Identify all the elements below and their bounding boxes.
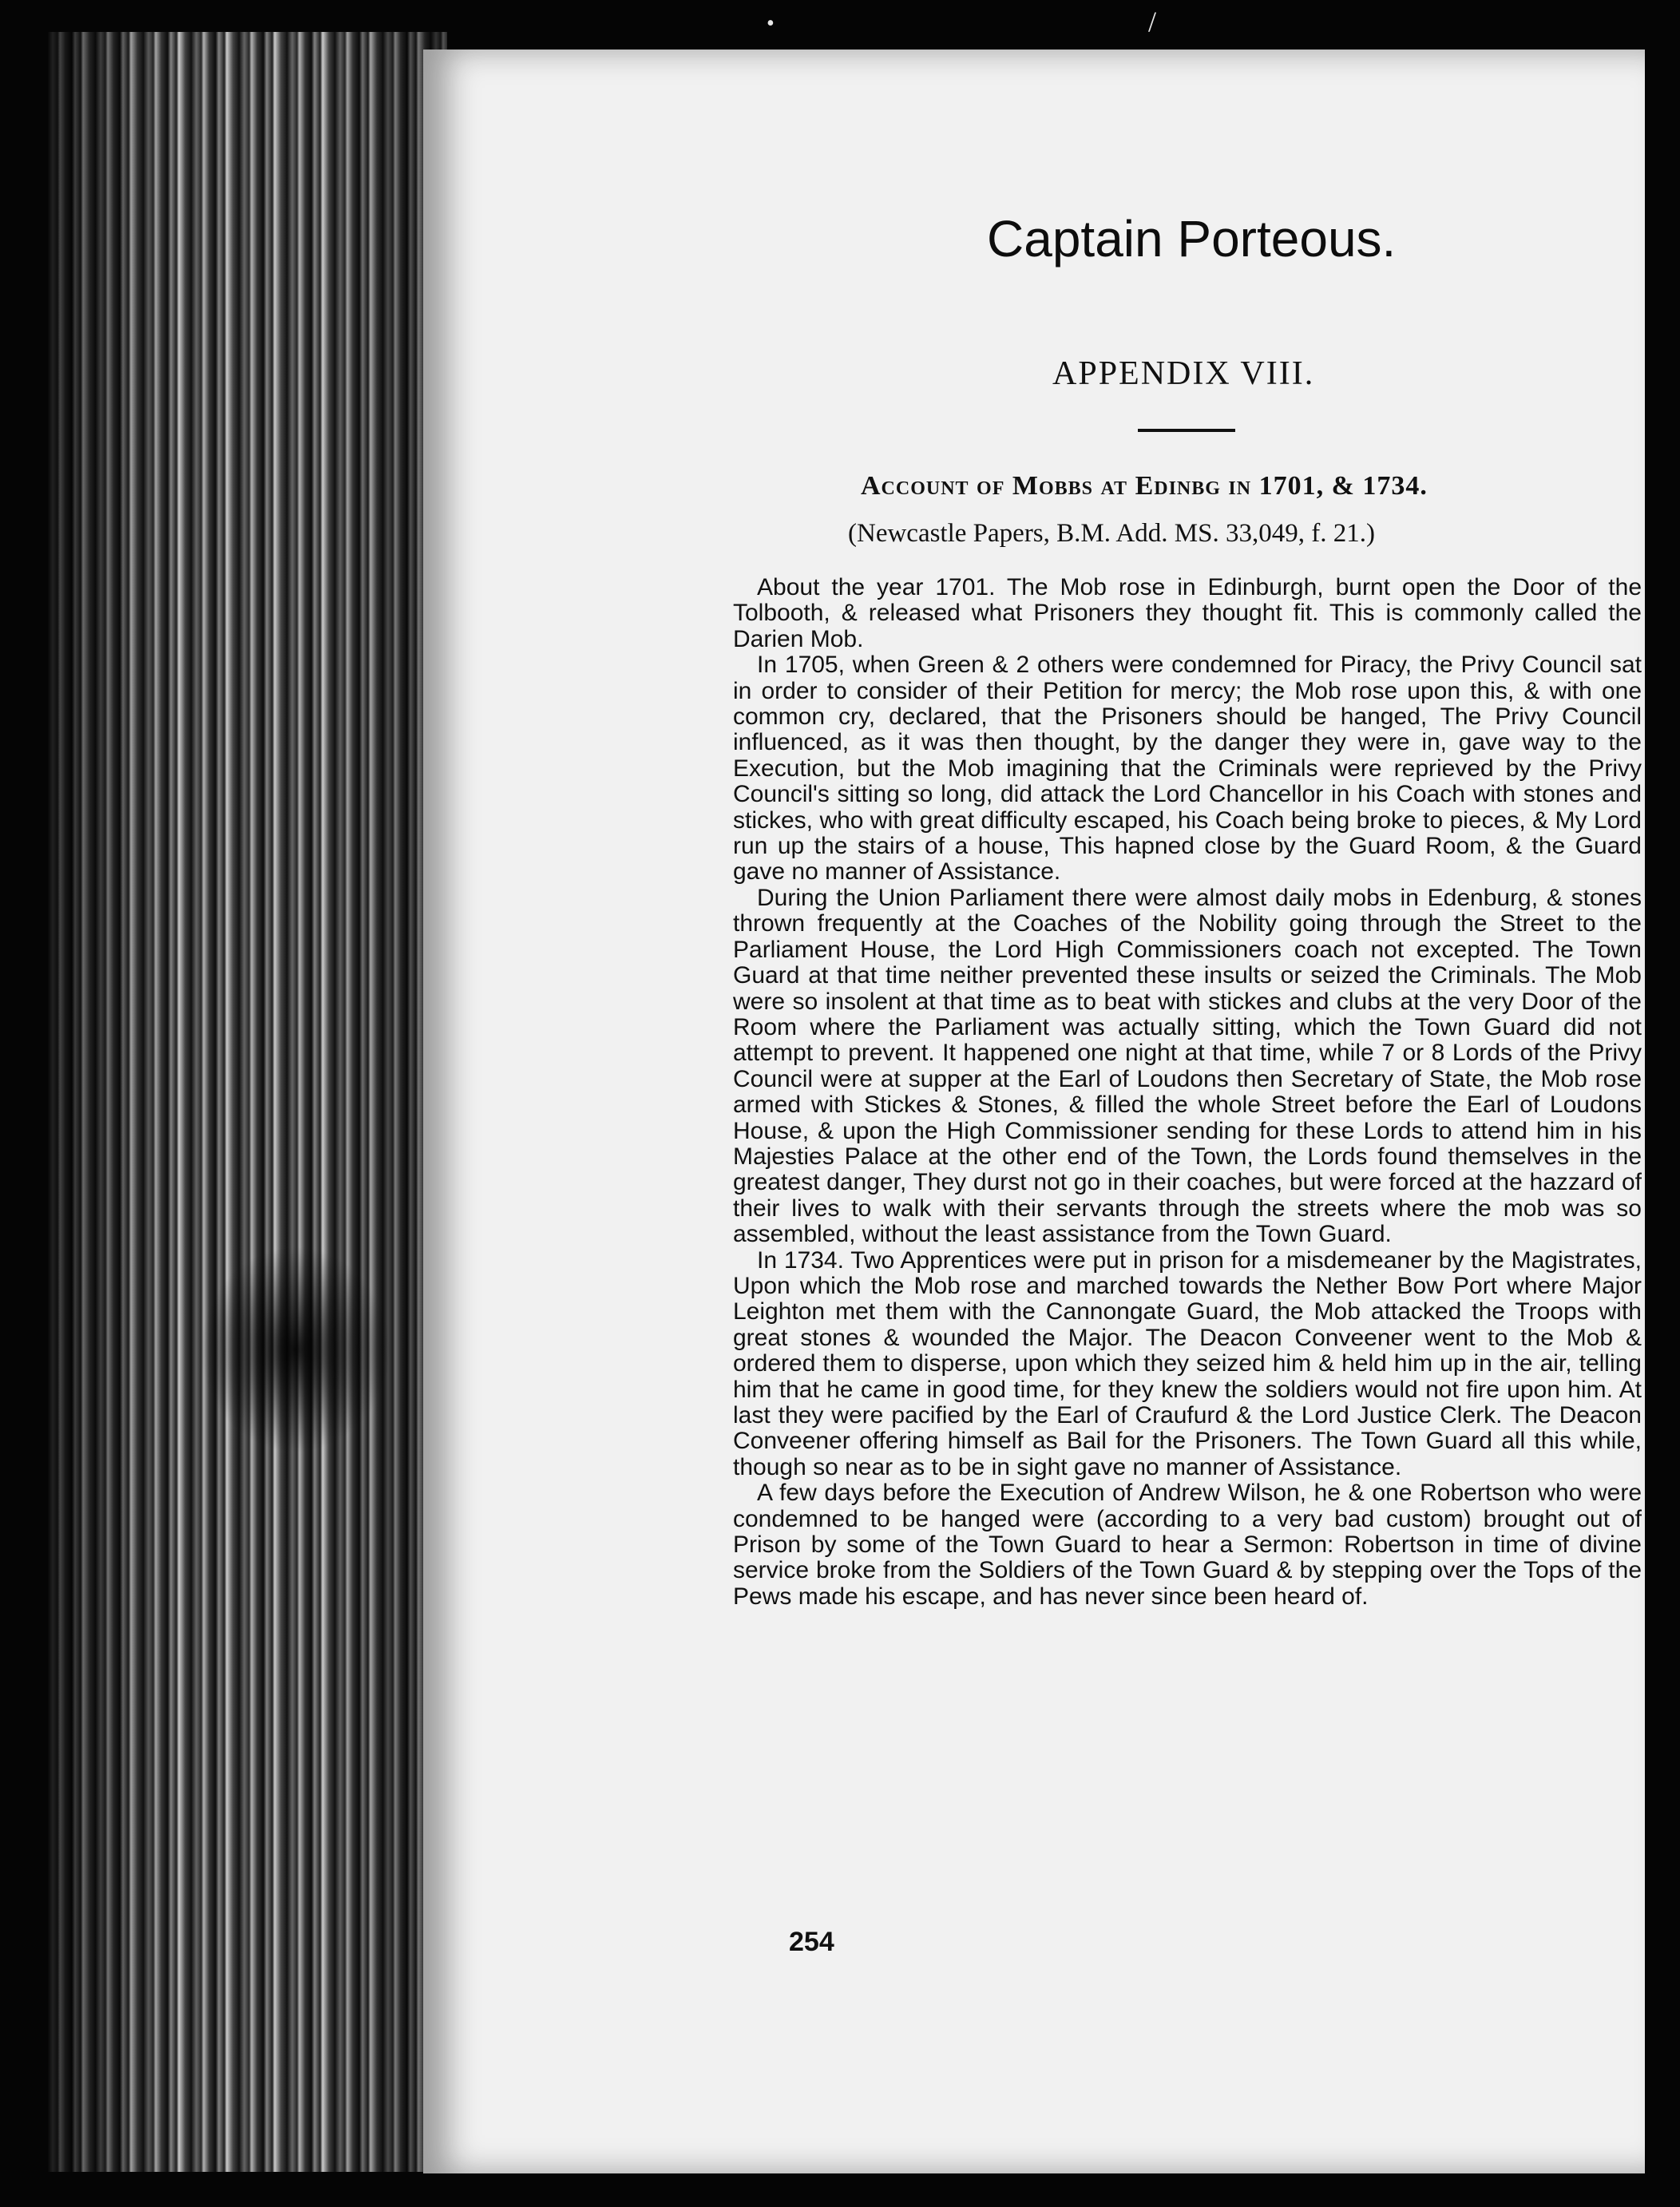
- paragraph: During the Union Parliament there were almost daily mobs in Edenburg, & stones thrown frequently at the Coaches of the Nobility going through the Street to the Parliament House, the Lord High Commissioners coach not excepted. The Town Guard at that time neither prevented these insults or seized the Criminals. The Mob were so insolent at that time as to beat with stickes and clubs at the very Door of the Room where the Parliament was actually sitting, which the Town Guard did not attempt to prevent. It happened one night at that time, while 7 or 8 Lords of the Privy Council were at supper at the Earl of Loudons then Secretary of State, the Mob rose armed with Stickes & Stones, & filled the whole Street before the Earl of Loudons House, & upon the High Commissioner sending for these Lords to attend him in his Majesties Palace at the other end of the Town, the Lords found themselves in the greatest danger, They durst not go in their coaches, but were forced at the hazzard of their lives to walk with their servants through the streets where the mob was so assembled, without the least assistance from the Town Guard.: [733, 884, 1642, 1248]
- paragraph: In 1734. Two Apprentices were put in prison for a misdemeaner by the Magistrates, Upon which the Mob rose and marched towards the Nether Bow Port where Major Leighton met them with the Cannongate Guard, the Mob attacked the Troops with great stones & wounded the Major. The Deacon Conveener went to the Mob & ordered them to disperse, upon which they seized him & held him up in the air, telling him that he came in good time, for they knew the soldiers would not fire upon him. At last they were pacified by the Earl of Craufurd & the Lord Justice Clerk. The Deacon Conveener offering himself as Bail for the Prisoners. The Town Guard all this while, though so near as to be in sight gave no manner of Assistance.: [733, 1246, 1642, 1480]
- body-text: [733, 575, 1642, 1610]
- scan-artifact: /: [1148, 6, 1157, 38]
- paragraph: About the year 1701. The Mob rose in Edinburgh, burnt open the Door of the Tolbooth, & released what Prisoners they thought fit. This is commonly called the Darien Mob.: [733, 574, 1642, 652]
- paragraph: In 1705, when Green & 2 others were condemned for Piracy, the Privy Council sat in order to consider of their Petition for mercy; the Mob rose upon this, & with one common cry, declared, that the Prisoners should be hanged, The Privy Council influenced, as it was then thought, by the danger they were in, gave way to the Execution, but the Mob imagining that the Criminals were reprieved by the Privy Council's sitting so long, did attack the Lord Chancellor in his Coach with stones and stickes, who with great difficulty escaped, his Coach being broke to pieces, & My Lord run up the stairs of a house, This hapned close by the Guard Room, & the Guard gave no manner of Assistance.: [733, 652, 1642, 886]
- paragraph: A few days before the Execution of Andrew Wilson, he & one Robertson who were condemned to be hanged were (according to a very bad custom) brought out of Prison by some of the Town Guard to hear a Sermon: Robertson in time of divine service broke from the Soldiers of the Town Guard & by stepping over the Tops of the Pews made his escape, and has never since been heard of.: [733, 1480, 1642, 1610]
- scan-artifact: •: [767, 11, 775, 36]
- heading-rule: [1138, 429, 1235, 432]
- appendix-heading: APPENDIX VIII.: [1052, 355, 1315, 392]
- account-title: Account of Mobbs at Edinbg in 1701, & 1734.: [861, 471, 1428, 501]
- book-fore-edge: [48, 32, 447, 2172]
- running-head: Captain Porteous.: [987, 210, 1397, 267]
- water-stain: [200, 1246, 391, 1453]
- source-citation: (Newcastle Papers, B.M. Add. MS. 33,049, f. 21.): [848, 519, 1375, 548]
- page-number: 254: [789, 1927, 834, 1957]
